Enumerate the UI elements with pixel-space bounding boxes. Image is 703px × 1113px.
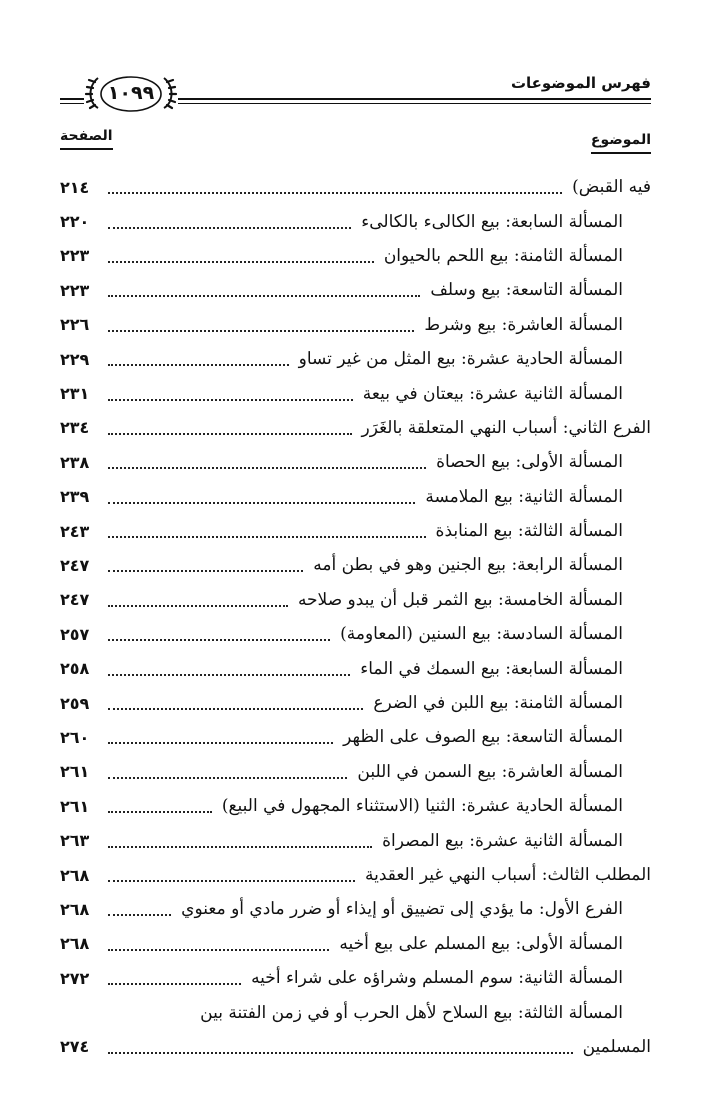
- toc-entry-title: المسألة السابعة: بيع السمك في الماء: [360, 658, 623, 679]
- dot-leader: [108, 674, 350, 676]
- dot-leader: [108, 777, 347, 779]
- toc-entry-page: ٢٦٠: [60, 727, 90, 747]
- toc-entry: [60, 411, 651, 445]
- toc-entry-title: المسألة الثانية عشرة: بيعتان في بيعة: [362, 383, 623, 404]
- toc-entry: [60, 823, 651, 857]
- toc-entry-title: المسألة الثامنة: بيع اللبن في الضرع: [373, 693, 623, 714]
- toc-entry-title: المسألة الحادية عشرة: بيع المثل من غير تساو: [298, 349, 623, 370]
- dot-leader: [108, 639, 330, 641]
- toc-entry-page: ٢٢٦: [60, 315, 90, 335]
- toc-entry: [60, 720, 651, 754]
- toc-entry-page: ٢١٤: [60, 177, 90, 197]
- dot-leader: [108, 605, 288, 607]
- dot-leader: [108, 364, 289, 366]
- toc-entry: [60, 789, 651, 823]
- toc-entry: [60, 651, 651, 685]
- toc-entries: [60, 170, 651, 1064]
- toc-entry-title: المسألة الثانية عشرة: بيع المصراة: [382, 830, 623, 851]
- dot-leader: [108, 467, 426, 469]
- toc-entry: [60, 480, 651, 514]
- toc-entry-page: ٢٦١: [60, 796, 90, 816]
- dot-leader: [108, 536, 426, 538]
- toc-entry-title: المسألة الخامسة: بيع الثمر قبل أن يبدو صلاحه: [297, 589, 623, 610]
- dot-leader: [108, 708, 363, 710]
- toc-entry-page: ٢٦٨: [60, 865, 90, 885]
- toc-entry-page: ٢٦٨: [60, 934, 90, 954]
- column-heading-page: الصفحة: [60, 128, 113, 150]
- toc-entry-page: ٢٣١: [60, 384, 90, 404]
- toc-entry-title: المسألة الأولى: بيع الحصاة: [436, 452, 623, 473]
- toc-entry-page: ٢٢٩: [60, 349, 90, 369]
- dot-leader: [108, 261, 374, 263]
- toc-entry-title: المسألة الحادية عشرة: الثنيا (الاستثناء المجهول في البيع): [221, 796, 623, 817]
- dot-leader: [108, 983, 241, 985]
- toc-entry: [60, 239, 651, 273]
- toc-entry-page: ٢٢٣: [60, 246, 90, 266]
- toc-entry: [60, 892, 651, 926]
- dot-leader: [108, 192, 562, 194]
- page-number: ١٠٩٩: [107, 82, 155, 104]
- toc-entry-title: المسألة العاشرة: بيع وشرط: [424, 314, 623, 335]
- column-heading-topic: الموضوع: [591, 132, 651, 154]
- toc-entry-title: المسألة الثانية: سوم المسلم وشراؤه على شراء أخيه: [251, 968, 623, 989]
- toc-entry-title: المسألة التاسعة: بيع وسلف: [430, 280, 623, 301]
- toc-entry-page: ٢٦٨: [60, 899, 90, 919]
- toc-entry-page: ٢٢٣: [60, 280, 90, 300]
- toc-entry: [60, 858, 651, 892]
- toc-entry-page: ٢٥٨: [60, 659, 90, 679]
- toc-entry-page: ٢٢٠: [60, 212, 90, 232]
- dot-leader: [108, 1052, 573, 1054]
- toc-entry: [60, 1030, 651, 1064]
- toc-entry-page: ٢٤٧: [60, 590, 90, 610]
- toc-entry-page: ٢٤٧: [60, 555, 90, 575]
- toc-entry-title: المسألة العاشرة: بيع السمن في اللبن: [357, 761, 623, 782]
- toc-entry: [60, 342, 651, 376]
- dot-leader: [108, 811, 212, 813]
- toc-entry: [60, 961, 651, 995]
- toc-entry-page: ٢٥٩: [60, 693, 90, 713]
- toc-entry: [60, 514, 651, 548]
- toc-entry-title: المسألة السابعة: بيع الكالىء بالكالىء: [361, 211, 623, 232]
- dot-leader: [108, 846, 372, 848]
- toc-entry: [60, 204, 651, 238]
- toc-entry-title: المسألة الرابعة: بيع الجنين وهو في بطن أمه: [313, 555, 623, 576]
- running-title: فهرس الموضوعات: [510, 74, 651, 92]
- toc-entry-title: المسلمين: [582, 1036, 651, 1057]
- dot-leader: [108, 742, 333, 744]
- toc-entry-page: ٢٣٨: [60, 452, 90, 472]
- dot-leader: [108, 227, 351, 229]
- toc-entry: [60, 548, 651, 582]
- toc-entry: [60, 995, 651, 1029]
- toc-entry: [60, 308, 651, 342]
- toc-entry-title: المطلب الثالث: أسباب النهي غير العقدية: [364, 865, 651, 885]
- page-number-ornament: [84, 72, 178, 116]
- toc-entry-page: ٢٧٢: [60, 968, 90, 988]
- toc-entry-title: المسألة الثانية: بيع الملامسة: [425, 486, 623, 507]
- toc-entry-title: الفرع الأول: ما يؤدي إلى تضييق أو إيذاء أو ضرر مادي أو معنوي: [181, 899, 623, 920]
- toc-entry-title: المسألة الثالثة: بيع السلاح لأهل الحرب أو في زمن الفتنة بين: [200, 1002, 623, 1023]
- toc-entry-page: ٢٦٣: [60, 831, 90, 851]
- dot-leader: [108, 399, 353, 401]
- dot-leader: [108, 433, 352, 435]
- toc-entry-title: المسألة الثالثة: بيع المنابذة: [435, 521, 623, 542]
- toc-entry-title: المسألة الأولى: بيع المسلم على بيع أخيه: [339, 933, 623, 954]
- dot-leader: [108, 502, 415, 504]
- dot-leader: [108, 949, 329, 951]
- dot-leader: [108, 330, 414, 332]
- toc-entry-page: ٢٣٤: [60, 418, 90, 438]
- toc-entry: [60, 376, 651, 410]
- toc-entry: [60, 617, 651, 651]
- dot-leader: [108, 880, 355, 882]
- toc-entry-page: ٢٧٤: [60, 1037, 90, 1057]
- toc-entry-page: ٢٣٩: [60, 487, 90, 507]
- page-header: [0, 0, 703, 120]
- toc-entry-title: المسألة السادسة: بيع السنين (المعاومة): [340, 624, 623, 645]
- dot-leader: [108, 295, 420, 297]
- toc-entry: [60, 170, 651, 204]
- toc-entry-title: المسألة الثامنة: بيع اللحم بالحيوان: [383, 245, 623, 266]
- toc-entry: [60, 273, 651, 307]
- toc-entry-page: ٢٥٧: [60, 624, 90, 644]
- toc-entry-title: فيه القبض): [572, 177, 651, 198]
- toc-entry-page: ٢٦١: [60, 762, 90, 782]
- dot-leader: [108, 570, 303, 572]
- toc-entry-title: المسألة التاسعة: بيع الصوف على الظهر: [343, 727, 623, 748]
- toc-entry-page: ٢٤٣: [60, 521, 90, 541]
- toc-entry: [60, 445, 651, 479]
- toc-entry: [60, 686, 651, 720]
- toc-entry: [60, 755, 651, 789]
- toc-entry: [60, 583, 651, 617]
- dot-leader: [108, 914, 171, 916]
- toc-entry: [60, 927, 651, 961]
- toc-entry-title: الفرع الثاني: أسباب النهي المتعلقة بالغَرَر: [361, 417, 651, 438]
